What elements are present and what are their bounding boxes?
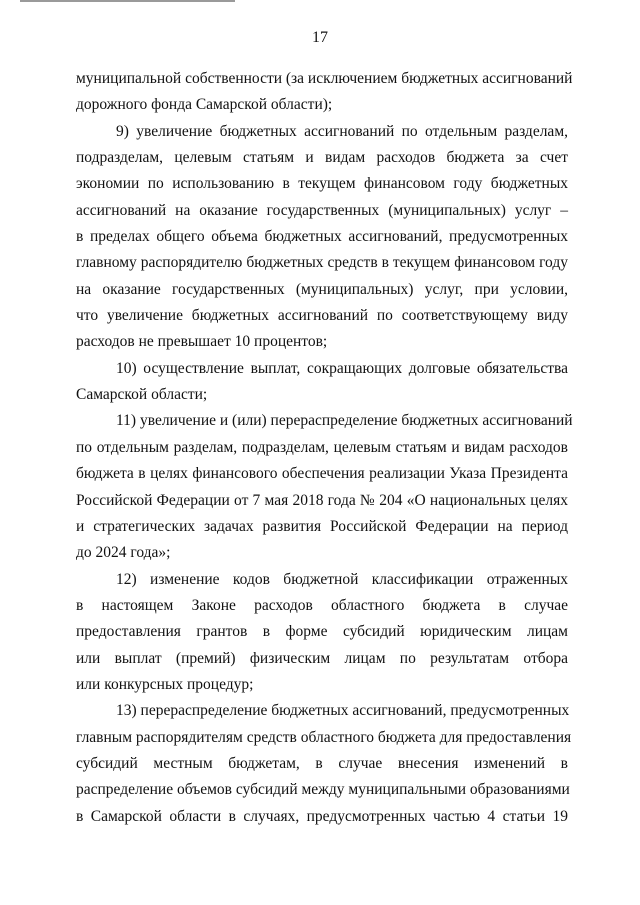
paragraph-13-first-line: 13) перераспределение бюджетных ассигнований, предусмотренных bbox=[116, 702, 570, 720]
text-line: главному распорядителю бюджетных средств в текущем финансовом году bbox=[76, 254, 568, 272]
text-line: в настоящем Законе расходов областного бюджета в случае bbox=[76, 596, 568, 614]
document-body bbox=[76, 66, 573, 830]
paragraph-11-first-line: 11) увеличение и (или) перераспределение бюджетных ассигнований bbox=[116, 412, 573, 430]
text-line: муниципальной собственности (за исключением бюджетных ассигнований bbox=[76, 70, 573, 87]
text-line: ассигнований на оказание государственных (муниципальных) услуг – bbox=[76, 201, 568, 219]
text-line: что увеличение бюджетных ассигнований по соответствующему виду bbox=[76, 307, 568, 325]
text-line: предоставления грантов в форме субсидий юридическим лицам bbox=[76, 623, 568, 641]
text-line: на оказание государственных (муниципальных) услуг, при условии, bbox=[76, 280, 568, 298]
text-line: расходов не превышает 10 процентов; bbox=[76, 333, 328, 351]
text-line: или выплат (премий) физическим лицам по результатам отбора bbox=[76, 649, 568, 667]
text-line: по отдельным разделам, подразделам, целевым статьям и видам расходов bbox=[76, 438, 568, 456]
text-line: распределение объемов субсидий между муниципальными образованиями bbox=[76, 781, 570, 799]
page-number: 17 bbox=[312, 29, 328, 46]
paragraph-9-first-line: 9) увеличение бюджетных ассигнований по отдельным разделам, bbox=[116, 122, 568, 140]
scan-edge-line bbox=[20, 0, 235, 2]
text-line: экономии по использованию в текущем финансовом году бюджетных bbox=[76, 175, 568, 193]
paragraph-12-first-line: 12) изменение кодов бюджетной классификации отраженных bbox=[116, 570, 568, 588]
text-line: дорожного фонда Самарской области); bbox=[76, 96, 333, 114]
text-line: Самарской области; bbox=[76, 386, 208, 404]
text-line: и стратегических задачах развития Российской Федерации на период bbox=[76, 517, 568, 535]
paragraph-10-first-line: 10) осуществление выплат, сокращающих долговые обязательства bbox=[116, 359, 568, 377]
text-line: бюджета в целях финансового обеспечения реализации Указа Президента bbox=[76, 465, 568, 483]
text-line: Российской Федерации от 7 мая 2018 года № 204 «О национальных целях bbox=[76, 491, 568, 509]
text-line: или конкурсных процедур; bbox=[76, 675, 254, 693]
text-line: в пределах общего объема бюджетных ассигнований, предусмотренных bbox=[76, 228, 568, 246]
text-line: главным распорядителям средств областного бюджета для предоставления bbox=[76, 728, 572, 746]
text-line: подразделам, целевым статьям и видам расходов бюджета за счет bbox=[76, 149, 568, 167]
text-line: в Самарской области в случаях, предусмотренных частью 4 статьи 19 bbox=[76, 807, 568, 825]
text-line: субсидий местным бюджетам, в случае внесения изменений в bbox=[76, 754, 568, 772]
text-line: до 2024 года»; bbox=[76, 544, 171, 562]
